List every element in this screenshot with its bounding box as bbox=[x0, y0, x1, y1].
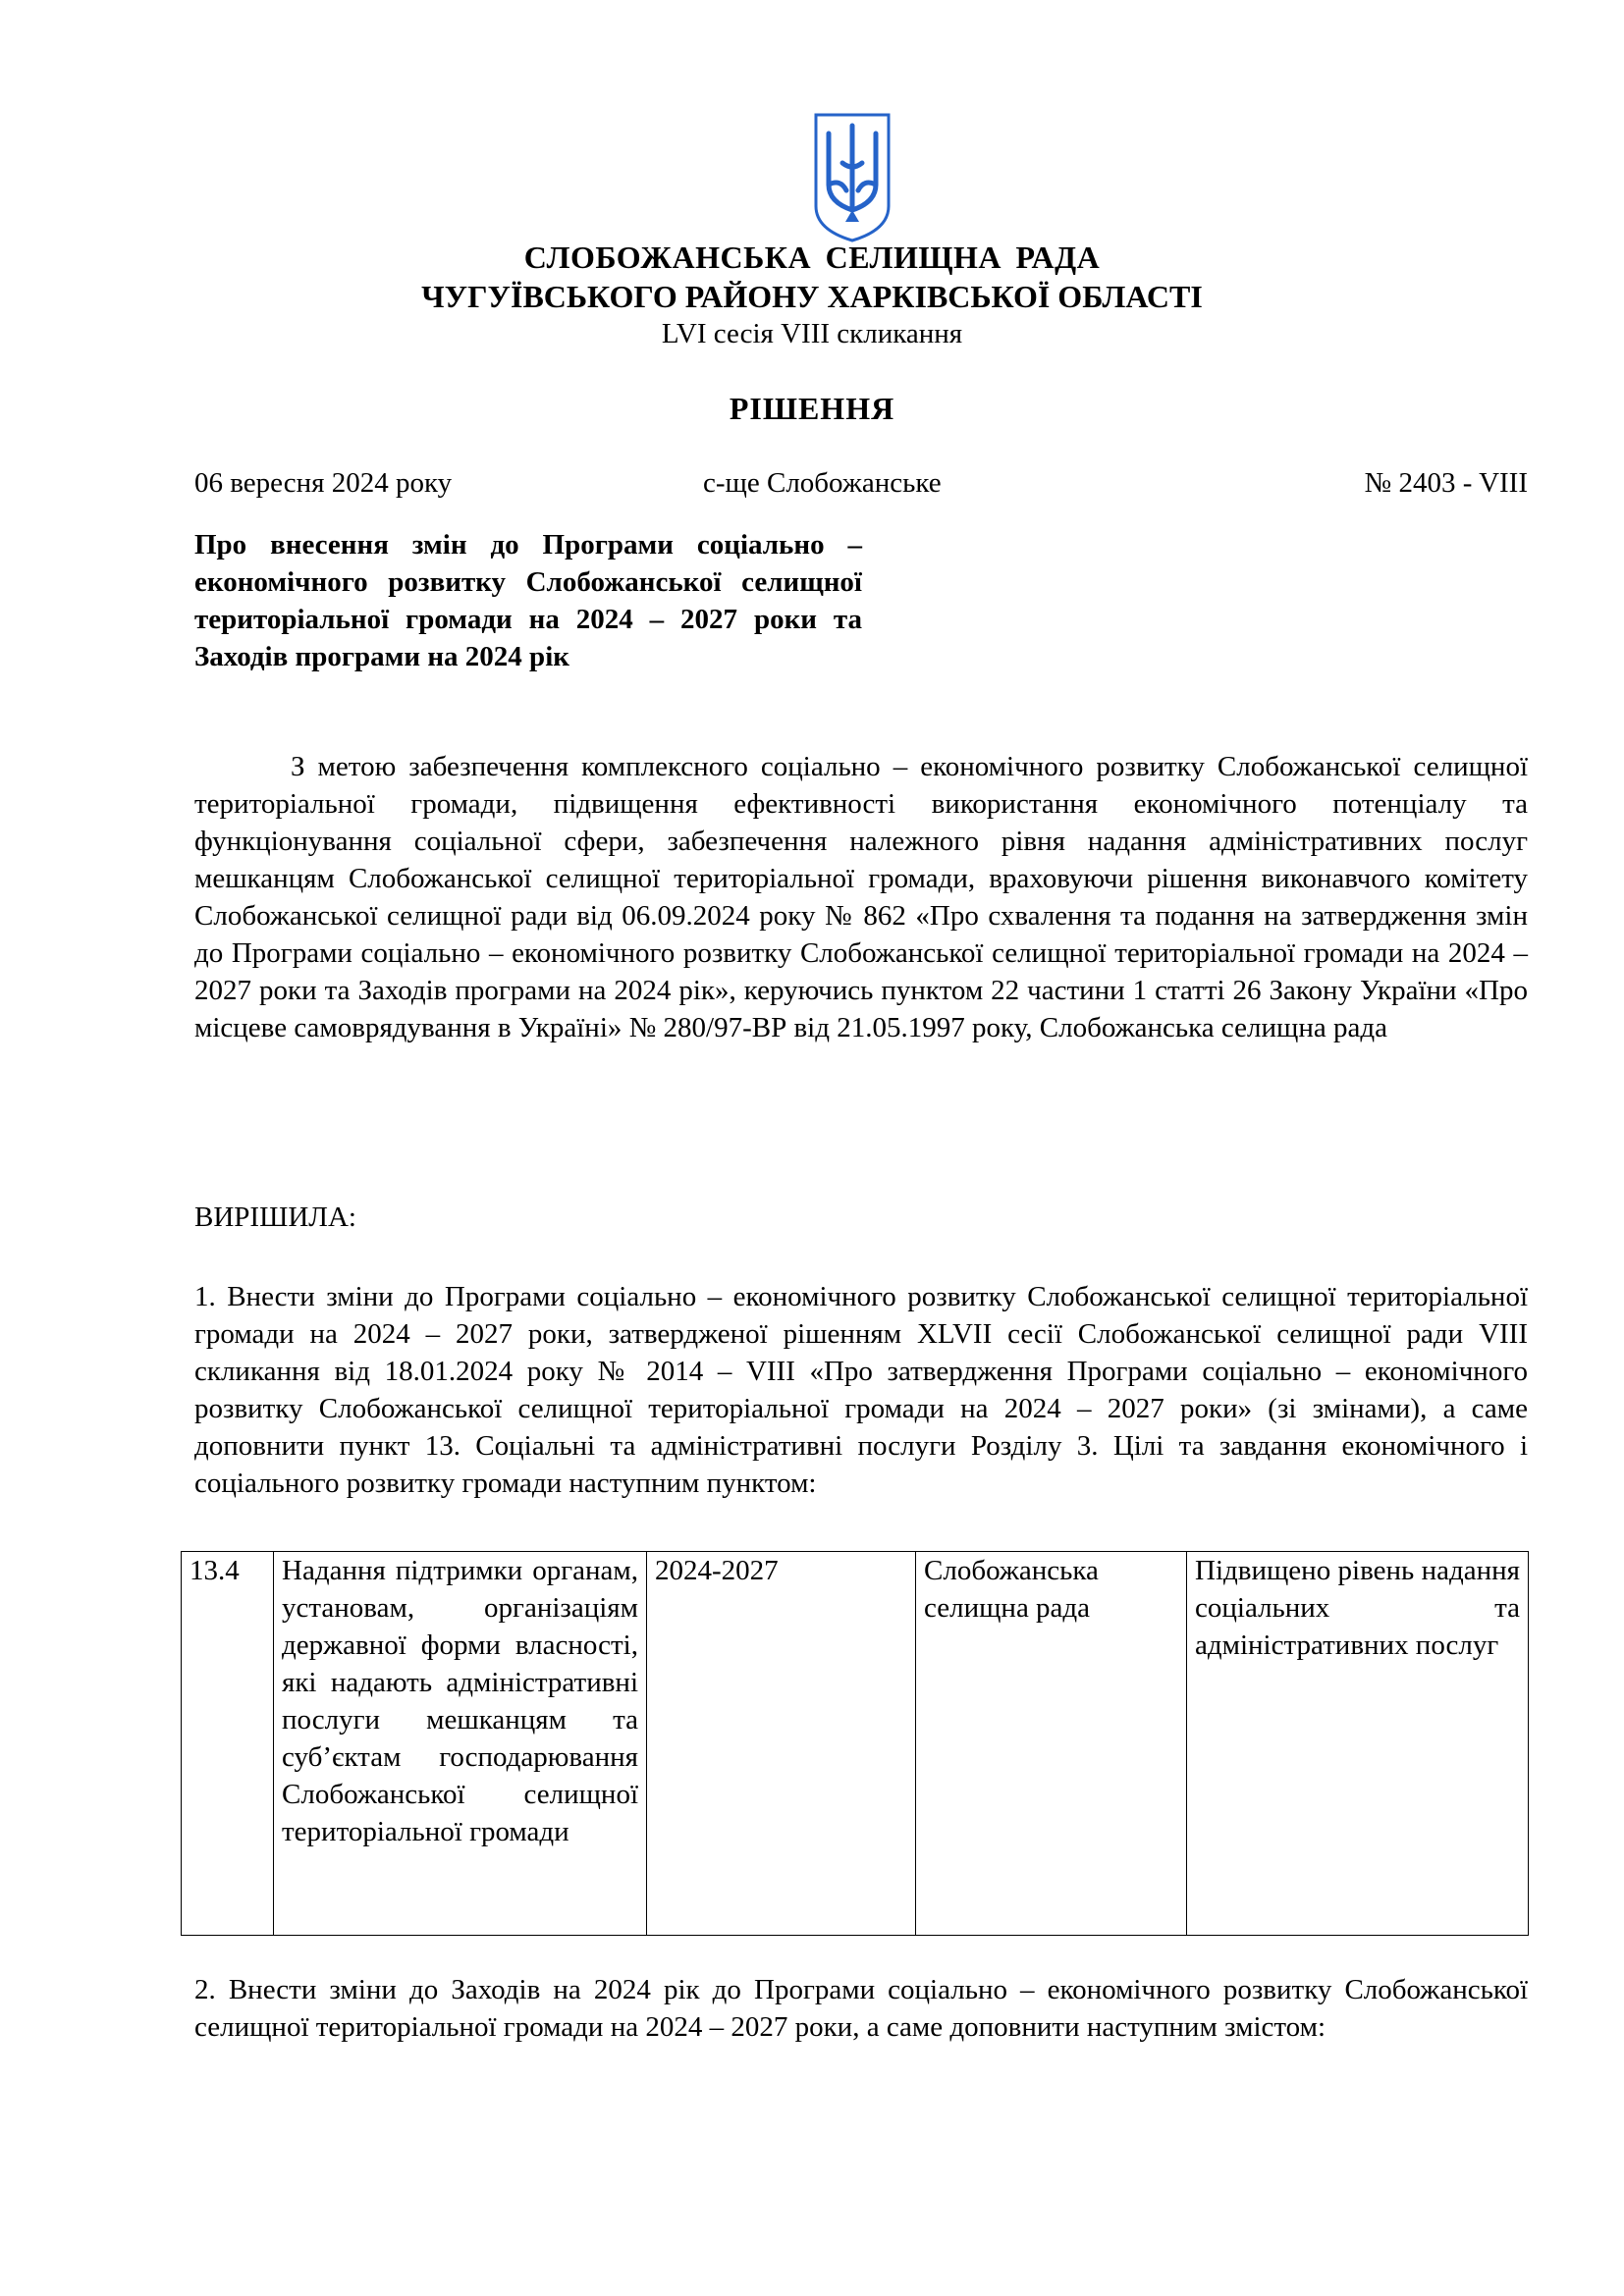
table-cell-result: Підвищено рівень надання соціальних та адміністративних послуг bbox=[1187, 1552, 1529, 1936]
district-name: ЧУГУЇВСЬКОГО РАЙОНУ ХАРКІВСЬКОЇ ОБЛАСТІ bbox=[421, 279, 1203, 314]
document-type-heading: РІШЕННЯ bbox=[729, 391, 895, 426]
session-info: LVI сесія VIII скликання bbox=[661, 318, 963, 349]
decision-subject: Про внесення змін до Програми соціально – економічного розвитку Слобожанської селищної територіальної громади на 2024 – 2027 роки та Заходів програми на 2024 рік bbox=[194, 529, 862, 672]
decision-item-2: 2. Внести зміни до Заходів на 2024 рік до Програми соціально – економічного розвитку Слобожанської селищної територіальної громади на 2024 – 2027 роки, а саме доповнити наступним змістом: bbox=[194, 1974, 1528, 2043]
table-cell-executor: Слобожанська селищна рада bbox=[916, 1552, 1187, 1936]
document-number: № 2403 - VIII bbox=[1364, 467, 1528, 499]
program-item-table bbox=[181, 1551, 1529, 1936]
council-name: СЛОБОЖАНСЬКА СЕЛИЩНА РАДА bbox=[523, 240, 1101, 275]
resolved-heading: ВИРІШИЛА: bbox=[194, 1201, 356, 1233]
table-cell-number: 13.4 bbox=[182, 1552, 274, 1936]
document-meta-row bbox=[194, 467, 1528, 507]
trident-coat-of-arms-icon bbox=[813, 112, 892, 243]
preamble-paragraph: З метою забезпечення комплексного соціально – економічного розвитку Слобожанської селищної територіальної громади, підвищення ефективності використання економічного потенціалу та функціонування соціальної сфери, забезпечення належного рівня надання адміністративних послуг мешканцям Слобожанської селищної територіальної громади, враховуючи рішення виконавчого комітету Слобожанської селищної ради від 06.09.2024 року № 862 «Про схвалення та подання на затвердження змін до Програми соціально – економічного розвитку Слобожанської селищної територіальної громади на 2024 – 2027 роки та Заходів програми на 2024 рік», керуючись пунктом 22 частини 1 статті 26 Закону України «Про місцеве самоврядування в Україні» № 280/97-ВР від 21.05.1997 року, Слобожанська селищна рада bbox=[194, 751, 1528, 1043]
decision-item-1: 1. Внести зміни до Програми соціально – економічного розвитку Слобожанської селищної територіальної громади на 2024 – 2027 роки, затвердженої рішенням XLVII сесії Слобожанської селищної ради VIII скликання від 18.01.2024 року № 2014 – VIII «Про затвердження Програми соціально – економічного розвитку Слобожанської селищної територіальної громади на 2024 – 2027 роки» (зі змінами), а саме доповнити пункт 13. Соціальні та адміністративні послуги Розділу 3. Цілі та завдання економічного і соціального розвитку громади наступним пунктом: bbox=[194, 1281, 1528, 1499]
table-row bbox=[182, 1552, 1529, 1936]
table-cell-period: 2024-2027 bbox=[647, 1552, 916, 1936]
document-place: с-ще Слобожанське bbox=[703, 467, 942, 499]
table-cell-measure: Надання підтримки органам, установам, організаціям державної форми власності, які надають адміністративні послуги мешканцям та суб’єктам господарювання Слобожанської селищної територіальної громади bbox=[274, 1552, 647, 1936]
document-date: 06 вересня 2024 року bbox=[194, 467, 453, 499]
